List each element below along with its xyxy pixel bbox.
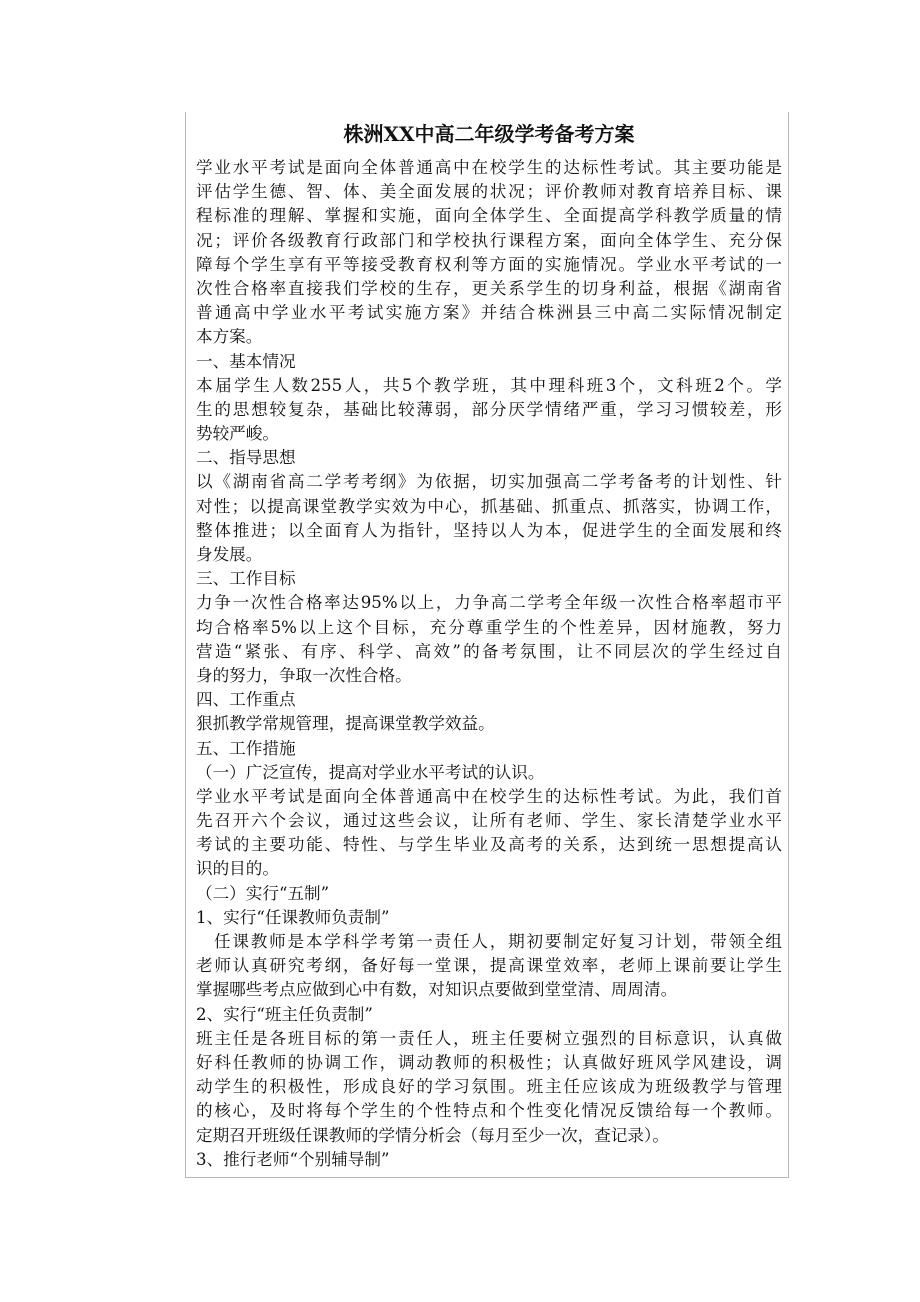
text-line: 营造“紧张、有序、科学、高效”的备考氛围，让不同层次的学生经过自	[196, 641, 782, 661]
text-line: 普通高中学业水平考试实施方案》并结合株洲县三中高二实际情况制定	[196, 303, 782, 323]
text-line: 好科任教师的协调工作，调动教师的积极性；认真做好班风学风建设，调	[196, 1052, 782, 1072]
text-line: 掌握哪些考点应做到心中有数，对知识点要做到堂堂清、周周清。	[196, 980, 678, 1000]
text-line: 对性；以提高课堂教学实效为中心，抓基础、抓重点、抓落实，协调工作，	[196, 496, 782, 516]
text-line: 老师认真研究考纲，备好每一堂课，提高课堂效率，老师上课前要让学生	[196, 956, 782, 976]
text-line: 身的努力，争取一次性合格。	[196, 665, 412, 685]
text-line: 势较严峻。	[196, 424, 279, 444]
text-line: 四、工作重点	[196, 690, 296, 710]
text-line: 本届学生人数255人，共5个教学班，其中理科班3个，文科班2个。学	[196, 375, 782, 395]
document-text	[196, 156, 782, 1172]
text-line: 况；评价各级教育行政部门和学校执行课程方案，面向全体学生、充分保	[196, 230, 782, 250]
text-line: 学业水平考试是面向全体普通高中在校学生的达标性考试。其主要功能是	[196, 158, 782, 177]
text-line: 均合格率5%以上这个目标，充分尊重学生的个性差异，因材施教，努力	[196, 617, 782, 637]
text-line: 身发展。	[196, 545, 263, 564]
text-line: 生的思想较复杂，基础比较薄弱，部分厌学情绪严重，学习习惯较差，形	[196, 399, 782, 419]
text-line: 评估学生德、智、体、美全面发展的状况；评价教师对教育培养目标、课	[196, 182, 782, 202]
text-line: 的核心，及时将每个学生的个性特点和个性变化情况反馈给每一个教师。	[196, 1101, 782, 1121]
text-line: （一）广泛宣传，提高对学业水平考试的认识。	[196, 762, 545, 782]
text-line: 先召开六个会议，通过这些会议，让所有老师、学生、家长清楚学业水平	[196, 811, 782, 831]
text-line: 动学生的积极性，形成良好的学习氛围。班主任应该成为班级教学与管理	[196, 1077, 782, 1097]
text-line: 1、实行“任课教师负责制”	[196, 907, 390, 927]
text-line: 程标准的理解、掌握和实施，面向全体学生、全面提高学科教学质量的情	[196, 206, 782, 226]
text-line: 障每个学生享有平等接受教育权利等方面的实施情况。学业水平考试的一	[196, 254, 782, 274]
text-line: 本方案。	[196, 327, 263, 347]
text-line: 任课教师是本学科学考第一责任人，期初要制定好复习计划，带领全组	[214, 932, 782, 951]
text-line: 考试的主要功能、特性、与学生毕业及高考的关系，达到统一思想提高认	[196, 835, 782, 855]
text-line: 2、实行“班主任负责制”	[196, 1004, 373, 1024]
text-line: 三、工作目标	[196, 569, 296, 589]
text-line: 力争一次性合格率达95%以上，力争高二学考全年级一次性合格率超市平	[196, 593, 782, 613]
text-line: 以《湖南省高二学考考纲》为依据，切实加强高二学考备考的计划性、针	[196, 472, 782, 492]
text-line: 二、指导思想	[196, 448, 296, 468]
text-line: 学业水平考试是面向全体普通高中在校学生的达标性考试。为此，我们首	[196, 786, 782, 806]
text-line: 整体推进；以全面育人为指针，坚持以人为本，促进学生的全面发展和终	[196, 520, 782, 540]
text-line: 定期召开班级任课教师的学情分析会（每月至少一次，查记录）。	[196, 1125, 669, 1145]
text-line: （二）实行“五制”	[196, 883, 330, 903]
text-line: 次性合格率直接我们学校的生存，更关系学生的切身利益，根据《湖南省	[196, 278, 782, 298]
text-line: 识的目的。	[196, 859, 279, 879]
document-body	[196, 120, 782, 1172]
text-line: 一、基本情况	[196, 351, 296, 371]
document-title: 株洲XX中高二年级学考备考方案	[343, 122, 635, 146]
text-line: 3、推行老师“个别辅导制”	[196, 1149, 390, 1169]
text-line: 狠抓教学常规管理，提高课堂教学效益。	[196, 714, 495, 734]
text-line: 五、工作措施	[196, 738, 296, 758]
text-line: 班主任是各班目标的第一责任人，班主任要树立强烈的目标意识，认真做	[196, 1028, 782, 1048]
